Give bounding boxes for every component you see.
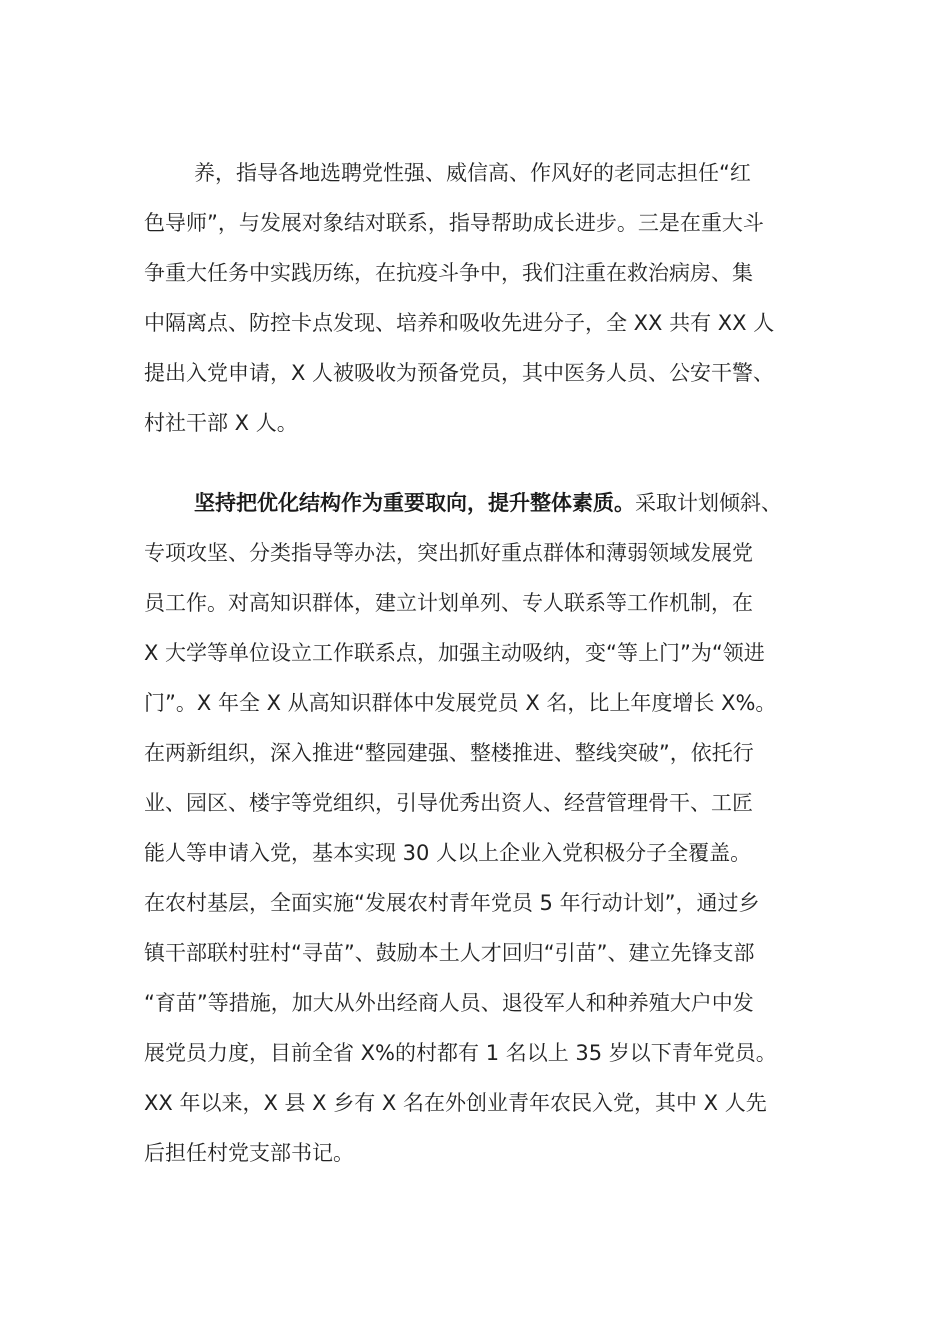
text-line: 村社干部 X 人。 [144, 411, 298, 435]
text-line: 门”。X 年全 X 从高知识群体中发展党员 X 名，比上年度增长 X%。 [144, 691, 777, 715]
text-line: 员工作。对高知识群体，建立计划单列、专人联系等工作机制，在 [144, 591, 753, 615]
text-line: 后担任村党支部书记。 [144, 1141, 354, 1165]
text-line: XX 年以来，X 县 X 乡有 X 名在外创业青年农民入党，其中 X 人先 [144, 1091, 767, 1115]
text-line: 在农村基层，全面实施“发展农村青年党员 5 年行动计划”，通过乡 [144, 891, 760, 915]
paragraph-gap [144, 448, 812, 478]
text-line: 专项攻坚、分类指导等办法，突出抓好重点群体和薄弱领域发展党 [144, 541, 753, 565]
text-line: 业、园区、楼宇等党组织，引导优秀出资人、经营管理骨干、工匠 [144, 791, 753, 815]
text-line: 展党员力度，目前全省 X%的村都有 1 名以上 35 岁以下青年党员。 [144, 1041, 777, 1065]
text-line: 养，指导各地选聘党性强、威信高、作风好的老同志担任“红 [194, 161, 751, 185]
paragraph-continuation [144, 148, 812, 448]
text-line: 镇干部联村驻村“寻苗”、鼓励本土人才回归“引苗”、建立先锋支部 [144, 941, 755, 965]
heading-line-rest: 采取计划倾斜、 [635, 491, 782, 515]
text-line: 提出入党申请，X 人被吸收为预备党员，其中医务人员、公安干警、 [144, 361, 775, 385]
text-line: 在两新组织，深入推进“整园建强、整楼推进、整线突破”，依托行 [144, 741, 754, 765]
text-line: 色导师”，与发展对象结对联系，指导帮助成长进步。三是在重大斗 [144, 211, 764, 235]
text-line: 争重大任务中实践历练，在抗疫斗争中，我们注重在救治病房、集 [144, 261, 753, 285]
paragraph-structure [144, 478, 812, 1178]
text-line-first [144, 478, 812, 528]
text-line: “育苗”等措施，加大从外出经商人员、退役军人和种养殖大户中发 [144, 991, 754, 1015]
text-line: 能人等申请入党，基本实现 30 人以上企业入党积极分子全覆盖。 [144, 841, 752, 865]
text-line: X 大学等单位设立工作联系点，加强主动吸纳，变“等上门”为“领进 [144, 641, 765, 665]
text-line: 中隔离点、防控卡点发现、培养和吸收先进分子，全 XX 共有 XX 人 [144, 311, 775, 335]
paragraph-heading: 坚持把优化结构作为重要取向，提升整体素质。 [194, 491, 635, 515]
document-body [144, 148, 812, 1178]
